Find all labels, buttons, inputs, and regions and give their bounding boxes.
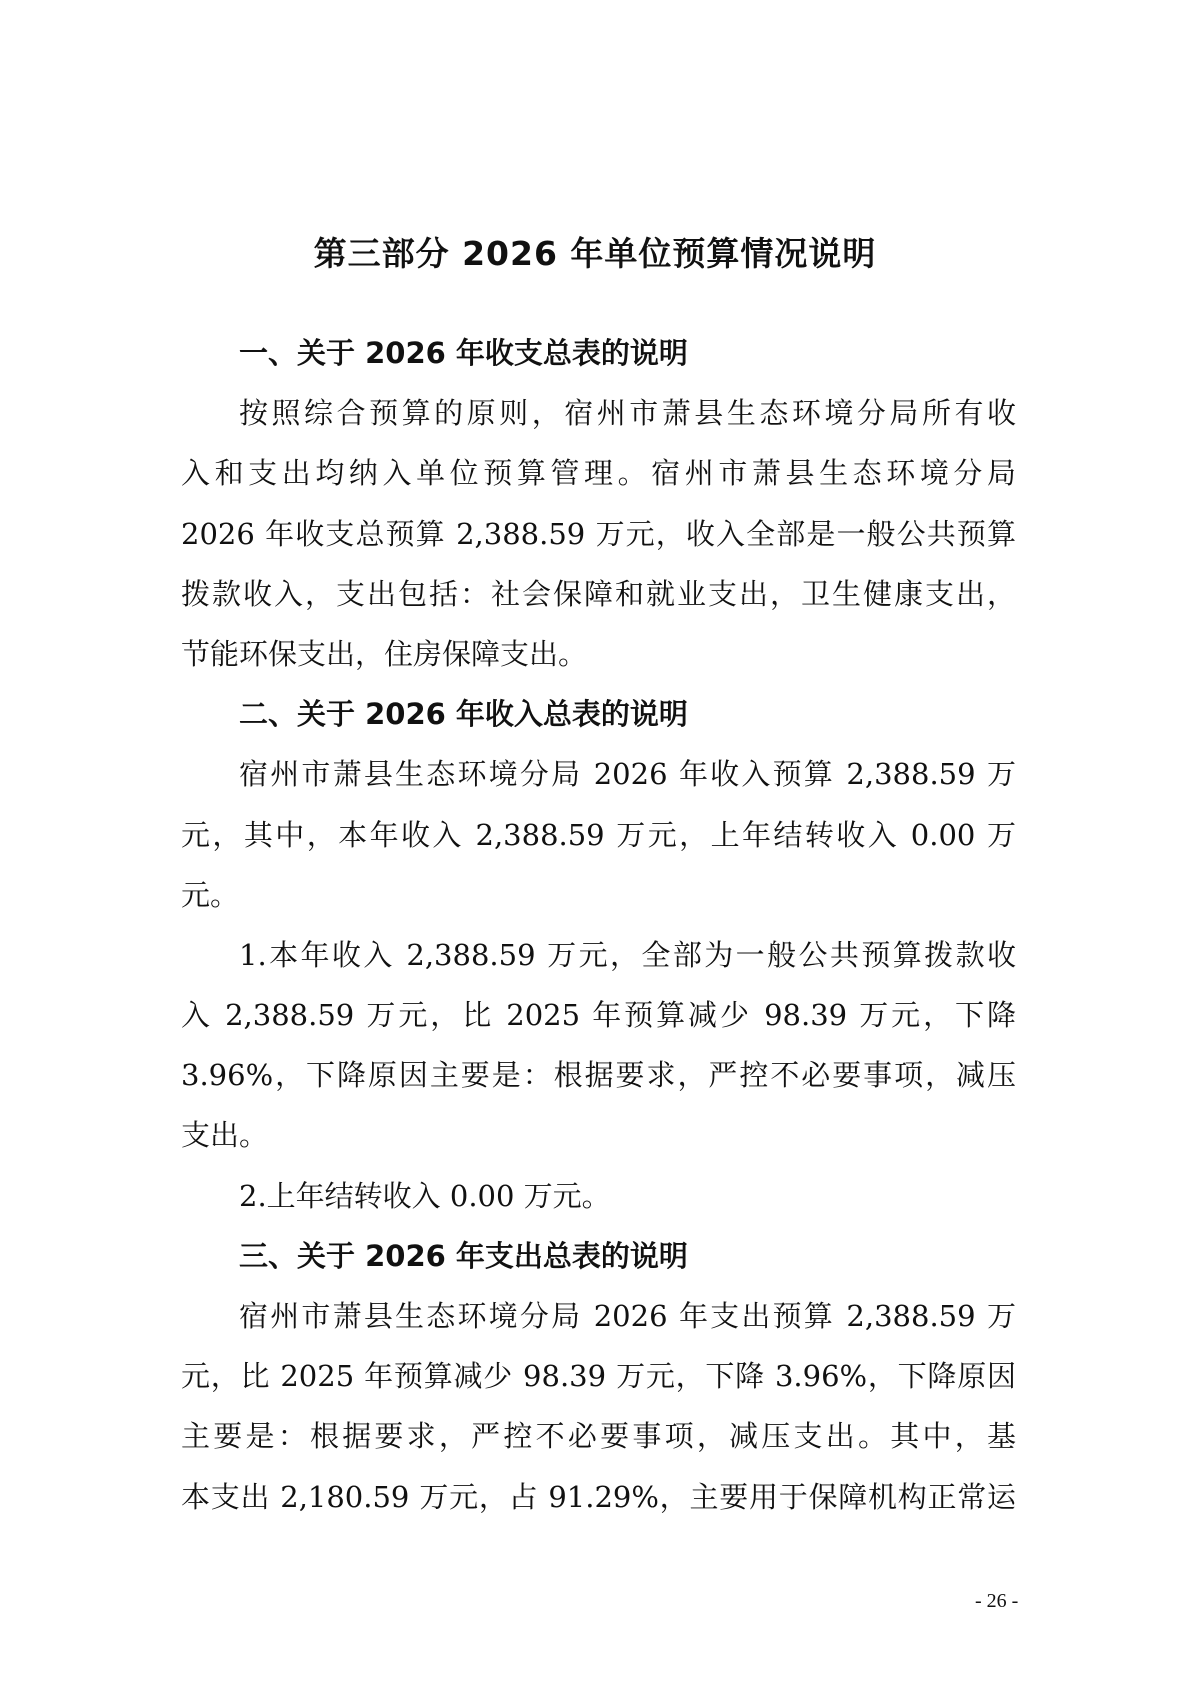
- section-heading: 二、关于 2026 年收入总表的说明: [239, 697, 688, 732]
- paragraph-line: 本支出 2,180.59 万元，占 91.29%，主要用于保障机构正常运: [181, 1479, 1016, 1514]
- paragraph-line: 2026 年收支总预算 2,388.59 万元，收入全部是一般公共预算: [181, 516, 1016, 551]
- section-heading: 一、关于 2026 年收支总表的说明: [239, 336, 688, 370]
- paragraph-line: 元，比 2025 年预算减少 98.39 万元，下降 3.96%，下降原因: [181, 1359, 1016, 1394]
- paragraph-first-line: 1.本年收入 2,388.59 万元，全部为一般公共预算拨款收: [239, 937, 1016, 972]
- paragraph-first-line: 按照综合预算的原则，宿州市萧县生态环境分局所有收: [239, 396, 1016, 431]
- page-title: 第三部分 2026 年单位预算情况说明: [313, 234, 877, 273]
- paragraph-line: 入和支出均纳入单位预算管理。宿州市萧县生态环境分局: [181, 456, 1016, 491]
- paragraph-line: 3.96%，下降原因主要是：根据要求，严控不必要事项，减压: [181, 1058, 1016, 1093]
- paragraph-line: 元，其中，本年收入 2,388.59 万元，上年结转收入 0.00 万: [181, 817, 1016, 852]
- paragraph-last-line: 节能环保支出，住房保障支出。: [181, 636, 588, 671]
- paragraph-last-line: 元。: [181, 877, 240, 912]
- paragraph-line: 入 2,388.59 万元，比 2025 年预算减少 98.39 万元，下降: [181, 998, 1016, 1033]
- paragraph-line: 拨款收入，支出包括：社会保障和就业支出，卫生健康支出，: [181, 576, 1016, 611]
- document-body: [181, 323, 1016, 1527]
- paragraph-last-line: 支出。: [181, 1118, 269, 1153]
- paragraph-line: 主要是：根据要求，严控不必要事项，减压支出。其中，基: [181, 1419, 1016, 1454]
- section-heading: 三、关于 2026 年支出总表的说明: [239, 1238, 688, 1273]
- page-number: - 26 -: [975, 1590, 1019, 1612]
- paragraph-first-line: 宿州市萧县生态环境分局 2026 年收入预算 2,388.59 万: [239, 757, 1016, 792]
- paragraph-first-line: 宿州市萧县生态环境分局 2026 年支出预算 2,388.59 万: [239, 1299, 1016, 1333]
- paragraph-single-line: 2.上年结转收入 0.00 万元。: [239, 1178, 611, 1213]
